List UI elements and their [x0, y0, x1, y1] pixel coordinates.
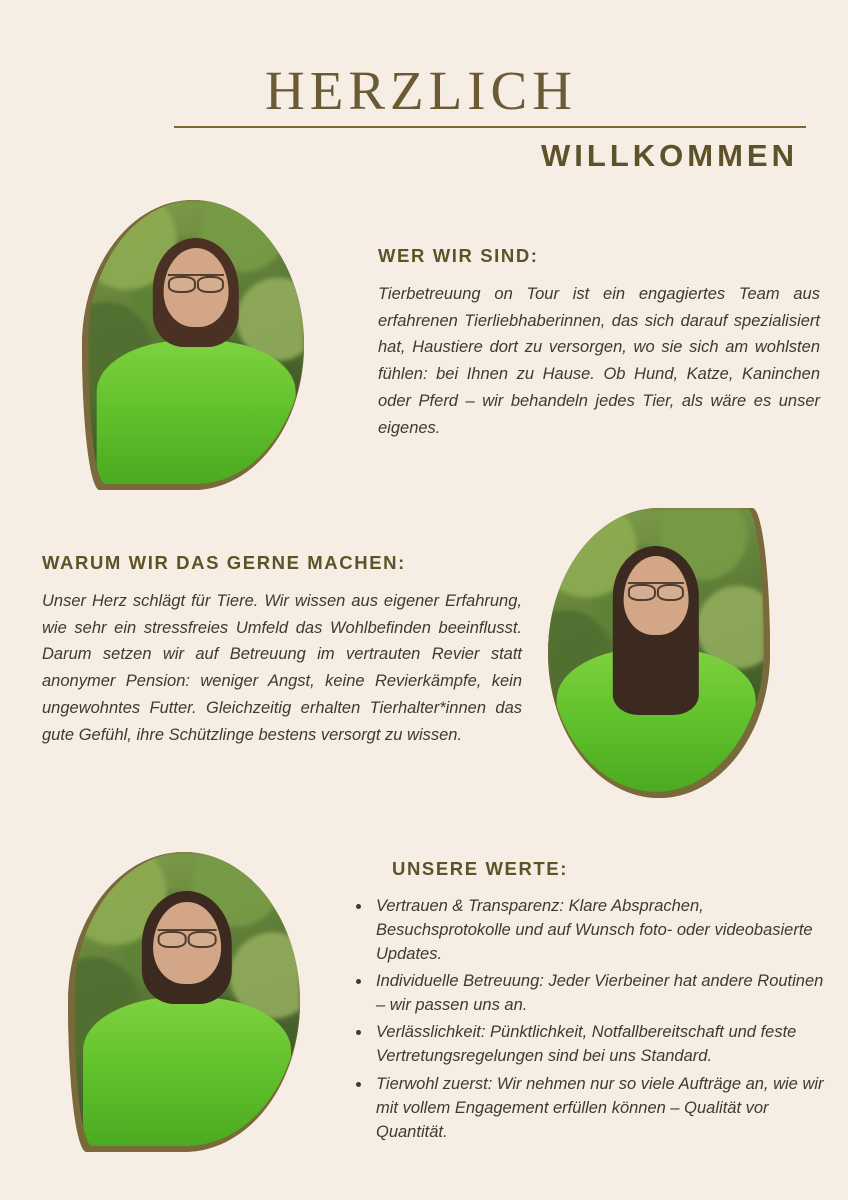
photo-image-1	[88, 200, 304, 484]
section-body-warum: Unser Herz schlägt für Tiere. Wir wissen aus eigener Erfahrung, wie sehr ein stressfreies Umfeld das Wohlbefinden beeinflusst. Darum setzen wir auf Betreuung im vertrauten Revier statt anonymer Pension: weniger Angst, keine Revierkämpfe, kein ungewohntes Futter. Gleichzeitig erhalten Tierhalter*innen das gute Gefühl, ihre Schützlinge bestens versorgt zu wissen.	[42, 592, 522, 744]
page-subtitle: WILLKOMMEN	[541, 137, 798, 173]
photo-image-3	[74, 852, 300, 1146]
list-item: • Vertrauen & Transparenz: Klare Absprachen, Besuchsprotokolle und auf Wunsch foto- oder videobasierte Updates.	[372, 894, 824, 966]
photo-subject-3	[74, 964, 300, 1146]
page-title: HERZLICH	[265, 60, 577, 121]
photo-team-member-1	[82, 200, 304, 490]
section-body-wer-wir-sind: Tierbetreuung on Tour ist ein engagiertes Team aus erfahrenen Tierliebhaberinnen, das sich darauf spezialisiert hat, Haustiere dort zu versorgen, wo sie sich am wohlsten fühlen: bei Ihnen zu Hause. Ob Hund, Katze, Kaninchen oder Pferd – wir behandeln jedes Tier, als wäre es unser eigenes.	[378, 285, 820, 437]
list-item: • Verlässlichkeit: Pünktlichkeit, Notfallbereitschaft und feste Vertretungsregelungen sind bei uns Standard.	[372, 1020, 824, 1068]
section-heading-warum: WARUM WIR DAS GERNE MACHEN:	[42, 552, 406, 573]
section-heading-unsere-werte: UNSERE WERTE:	[392, 858, 568, 879]
glasses-icon-2	[628, 582, 684, 596]
page-header	[0, 0, 848, 174]
list-item: • Tierwohl zuerst: Wir nehmen nur so viele Aufträge an, wie wir mit vollem Engagement erfüllen können – Qualität vor Quantität.	[372, 1072, 824, 1144]
photo-team-member-2	[548, 508, 770, 798]
photo-team-member-3	[68, 852, 300, 1152]
title-divider-wrap	[0, 126, 848, 128]
photo-image-2	[548, 508, 764, 792]
photo-subject-1	[88, 308, 304, 484]
section-heading-wer-wir-sind: WER WIR SIND:	[378, 245, 539, 266]
list-item: • Individuelle Betreuung: Jeder Vierbeiner hat andere Routinen – wir passen uns an.	[372, 969, 824, 1017]
glasses-icon-3	[158, 929, 217, 944]
green-shirt-3	[83, 997, 291, 1146]
green-shirt-1	[97, 340, 296, 484]
photo-subject-2	[548, 616, 764, 792]
section-unsere-werte	[352, 858, 824, 1147]
glasses-icon-1	[168, 274, 224, 288]
values-list	[352, 894, 824, 1144]
section-wer-wir-sind	[378, 245, 820, 441]
title-divider	[174, 126, 806, 128]
section-warum-wir-das-gerne-machen	[42, 552, 522, 748]
